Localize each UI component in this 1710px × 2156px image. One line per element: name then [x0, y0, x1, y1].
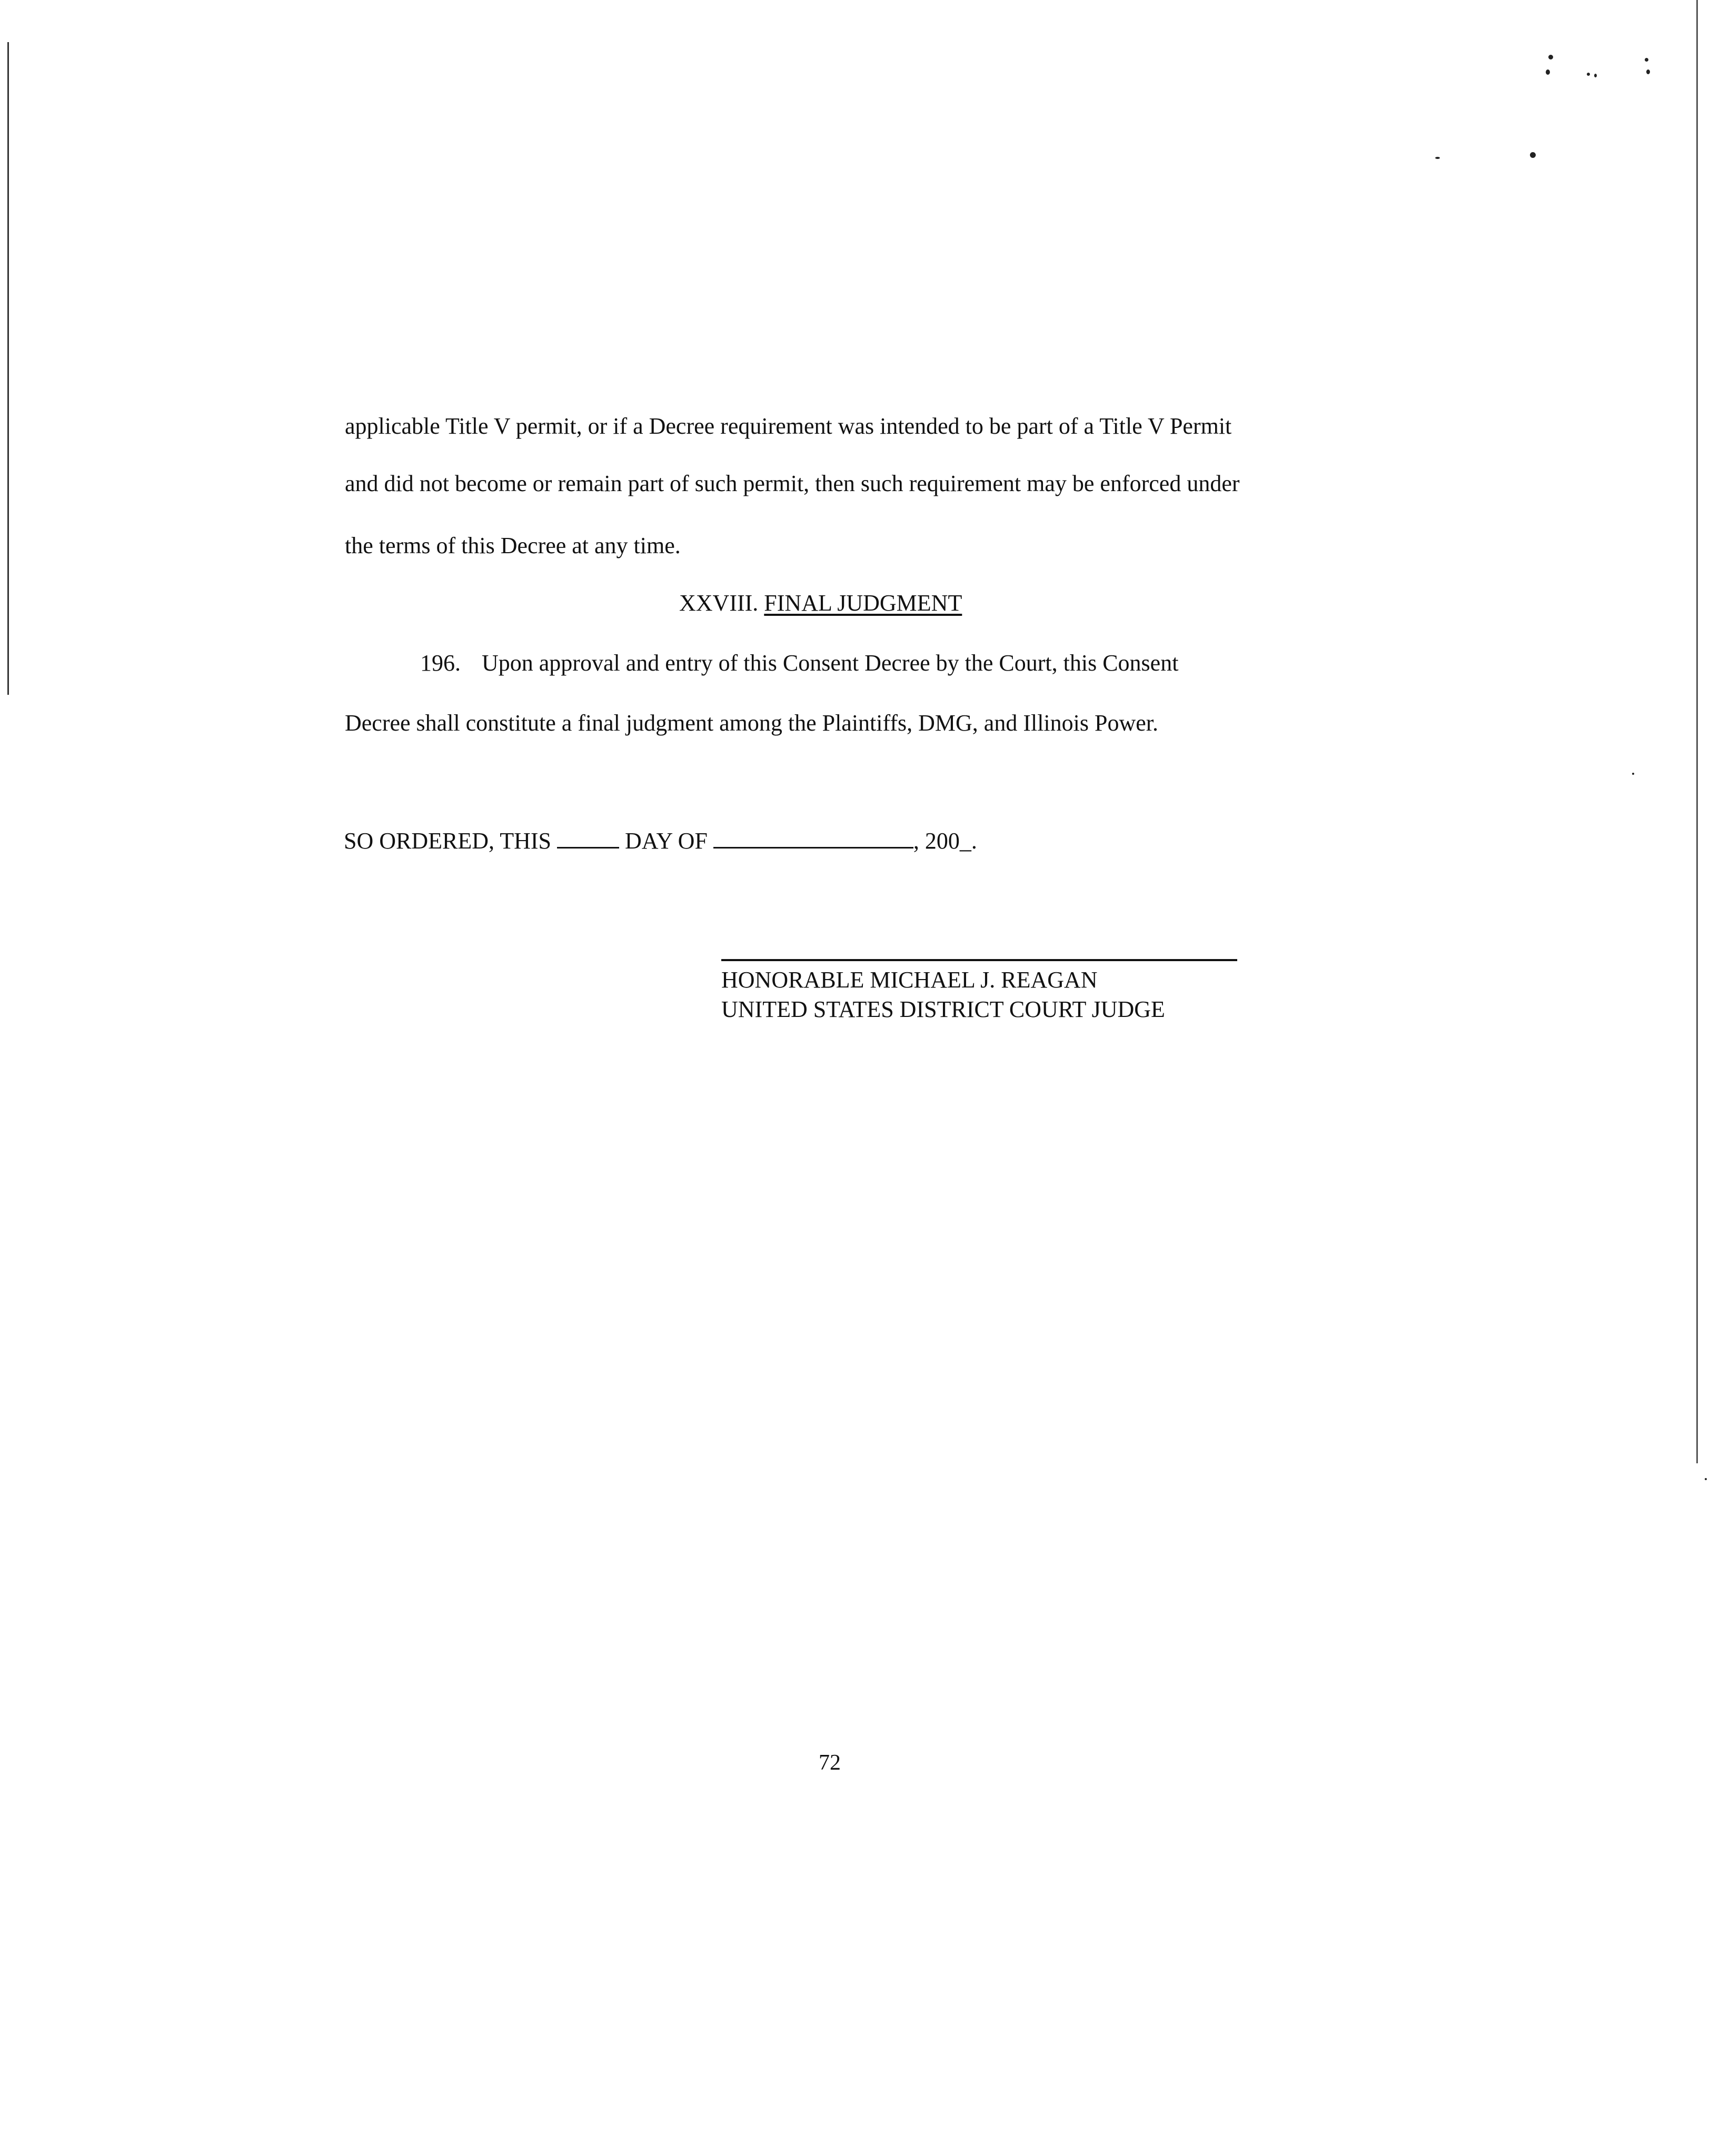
scan-speck: [1594, 74, 1597, 77]
scan-edge-left: [7, 42, 9, 695]
section-heading: [679, 592, 962, 615]
body-line-1: applicable Title V permit, or if a Decree requirement was intended to be part of a Title V Permit: [345, 413, 1232, 439]
scan-speck: [1546, 69, 1550, 75]
paragraph-number: 196.: [420, 650, 461, 676]
judge-name: HONORABLE MICHAEL J. REAGAN: [721, 967, 1098, 993]
scan-speck: [1632, 773, 1634, 775]
scan-speck: [1705, 1478, 1707, 1480]
body-line-3: the terms of this Decree at any time.: [345, 533, 681, 558]
judge-title: UNITED STATES DISTRICT COURT JUDGE: [721, 996, 1165, 1022]
scan-speck: [1530, 152, 1536, 158]
month-blank: [713, 828, 913, 849]
scan-edge-right: [1696, 0, 1698, 1463]
paragraph-text: Upon approval and entry of this Consent Decree by the Court, this Consent: [482, 650, 1179, 676]
page-number: 72: [819, 1751, 841, 1775]
scan-speck: [1587, 73, 1590, 76]
section-number: XXVIII.: [679, 590, 759, 616]
section-title: FINAL JUDGMENT: [764, 590, 962, 616]
so-ordered-suffix: , 200_.: [913, 828, 977, 854]
paragraph-196-line-2: Decree shall constitute a final judgment among the Plaintiffs, DMG, and Illinois Power.: [345, 710, 1159, 736]
day-blank: [557, 828, 619, 849]
so-ordered-middle: DAY OF: [625, 828, 708, 854]
scan-speck: [1645, 58, 1648, 62]
scan-speck: [1646, 69, 1650, 74]
body-line-2: and did not become or remain part of such permit, then such requirement may be enforced under: [345, 471, 1240, 496]
so-ordered-line: [344, 828, 977, 853]
signature-line: [721, 959, 1237, 961]
scan-speck: [1548, 55, 1553, 59]
so-ordered-prefix: SO ORDERED, THIS: [344, 828, 552, 854]
scan-speck: [1435, 157, 1440, 159]
paragraph-196-line-1: [420, 652, 1420, 675]
